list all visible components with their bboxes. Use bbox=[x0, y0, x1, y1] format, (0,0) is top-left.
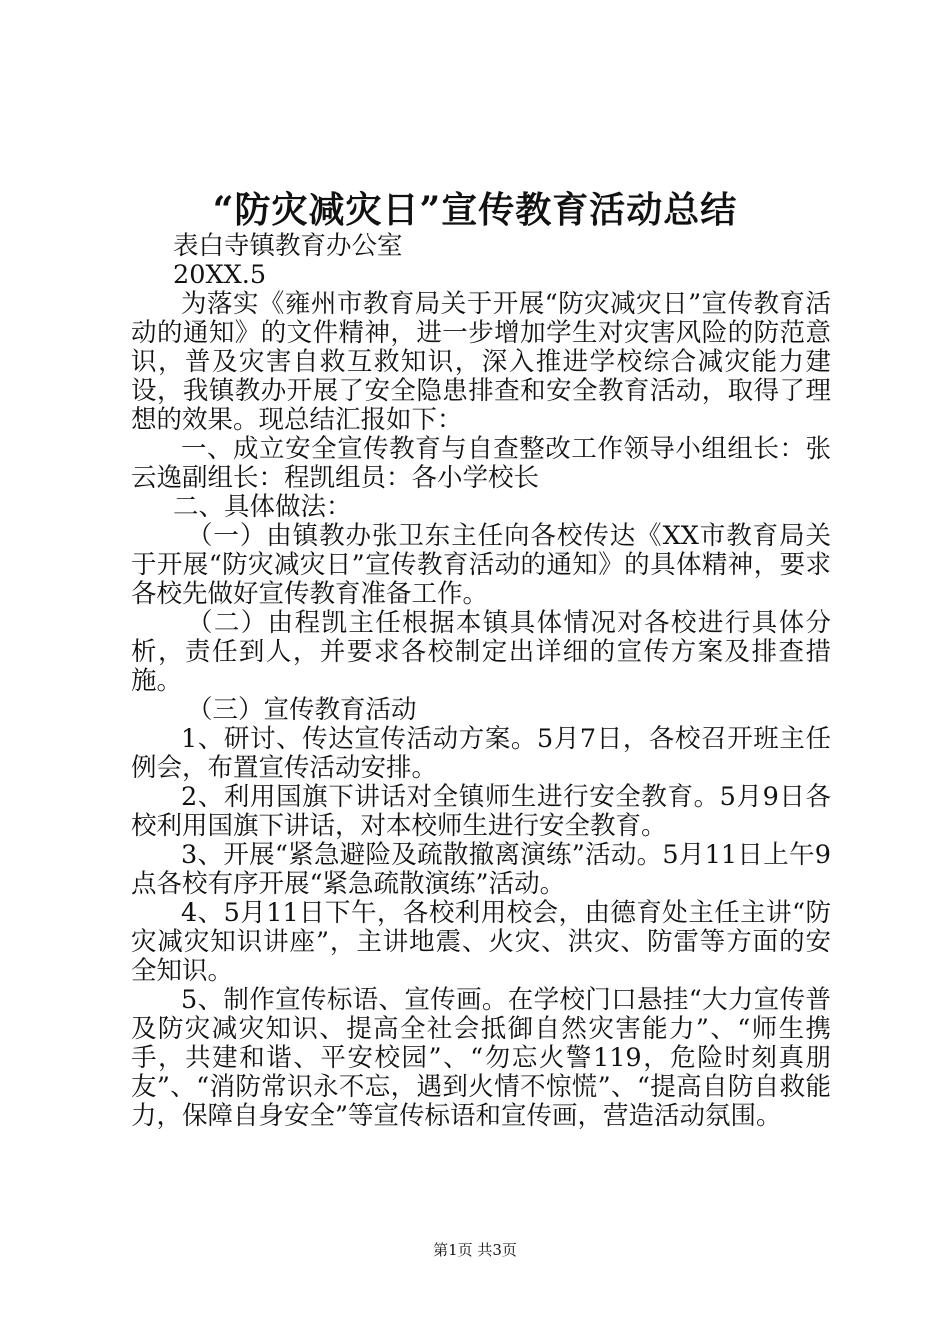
section-1-paragraph: 一、成立安全宣传教育与自查整改工作领导小组组长：张云逸副组长：程凯组员：各小学校长 bbox=[131, 434, 831, 493]
page-footer: 第1页 共3页 bbox=[433, 1241, 517, 1259]
item-3-heading: （三）宣传教育活动 bbox=[187, 695, 417, 725]
date-line: 20XX.5 bbox=[173, 260, 267, 290]
item-2-paragraph: （二）由程凯主任根据本镇具体情况对各校进行具体分析，责任到人，并要求各校制定出详细的宣传方案及排查措施。 bbox=[131, 608, 831, 696]
item-1-paragraph: （一）由镇教办张卫东主任向各校传达《XX市教育局关于开展“防灾减灾日”宣传教育活动的通知》的具体精神，要求各校先做好宣传教育准备工作。 bbox=[131, 521, 831, 609]
activity-5-paragraph: 5、制作宣传标语、宣传画。在学校门口悬挂“大力宣传普及防灾减灾知识、提高全社会抵御自然灾害能力”、“师生携手，共建和谐、平安校园”、“勿忘火警119，危险时刻真朋友”、“消防常识永不忘，遇到火情不惊慌”、“提高自防自救能力，保障自身安全”等宣传标语和宣传画，营造活动氛围。 bbox=[131, 985, 831, 1131]
intro-paragraph: 为落实《雍州市教育局关于开展“防灾减灾日”宣传教育活动的通知》的文件精神，进一步增加学生对灾害风险的防范意识，普及灾害自救互救知识，深入推进学校综合减灾能力建设，我镇教办开展了安全隐患排查和安全教育活动，取得了理想的效果。现总结汇报如下： bbox=[131, 289, 831, 435]
activity-3-paragraph: 3、开展“紧急避险及疏散撤离演练”活动。5月11日上午9点各校有序开展“紧急疏散演练”活动。 bbox=[131, 840, 831, 899]
activity-1-paragraph: 1、研讨、传达宣传活动方案。5月7日，各校召开班主任例会，布置宣传活动安排。 bbox=[131, 724, 831, 783]
office-line: 表白寺镇教育办公室 bbox=[173, 231, 403, 261]
section-2-heading: 二、具体做法： bbox=[173, 492, 352, 522]
activity-2-paragraph: 2、利用国旗下讲话对全镇师生进行安全教育。5月9日各校利用国旗下讲话，对本校师生进行安全教育。 bbox=[131, 782, 831, 841]
document-title: “防灾减灾日”宣传教育活动总结 bbox=[212, 189, 738, 231]
document-body bbox=[131, 232, 831, 1131]
activity-4-paragraph: 4、5月11日下午，各校利用校会，由德育处主任主讲“防灾减灾知识讲座”，主讲地震、火灾、洪灾、防雷等方面的安全知识。 bbox=[131, 898, 831, 986]
